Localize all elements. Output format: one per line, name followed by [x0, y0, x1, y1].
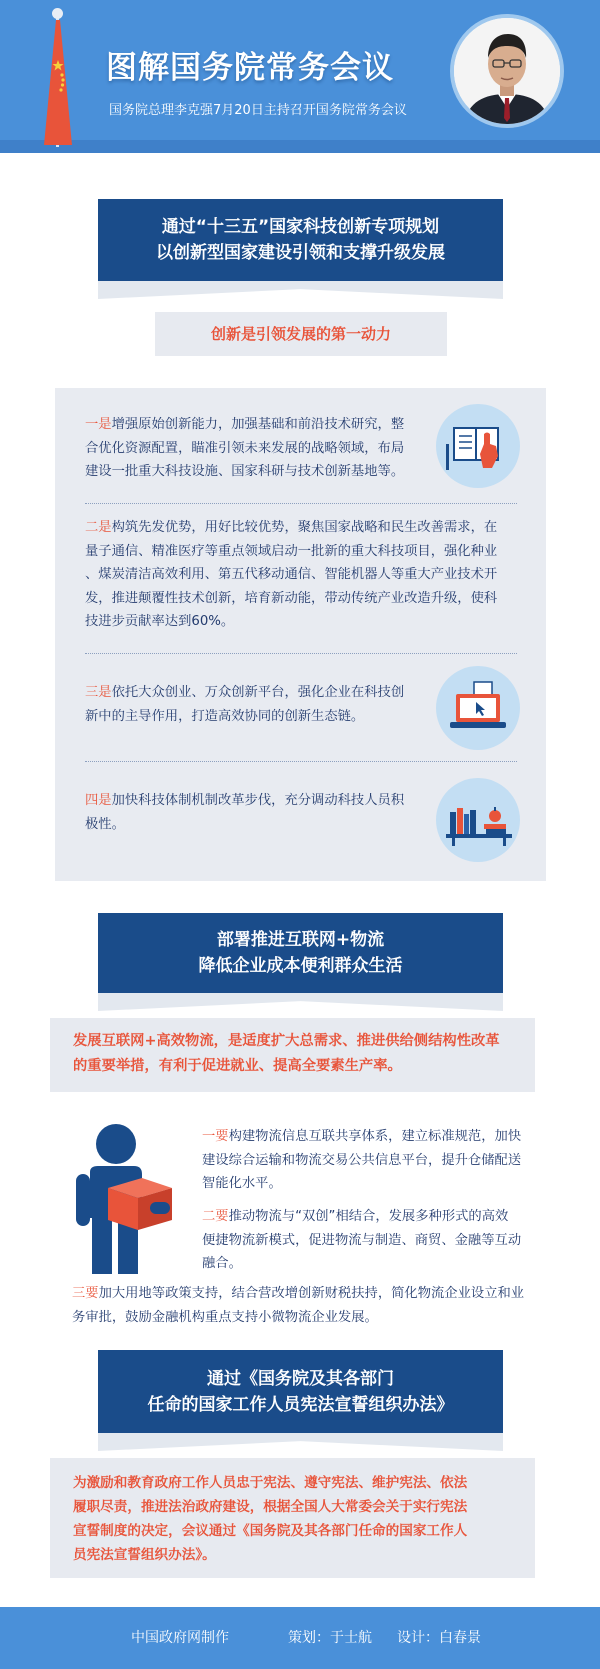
item-ordinal: 二是 — [85, 520, 112, 535]
section3-title-line2: 任命的国家工作人员宪法宣誓组织办法》 — [147, 1395, 454, 1415]
section3-title — [98, 1350, 503, 1433]
section3-title-line1: 通过《国务院及其各部门 — [207, 1369, 394, 1389]
section2-title — [98, 913, 503, 993]
logistics-item-2: 二要推动物流与“双创”相结合，发展多种形式的高效 便捷物流新模式，促进物流与制造、商贸、金融等互动 融合。 — [202, 1209, 522, 1271]
section3-body: 为激励和教育政府工作人员忠于宪法、遵守宪法、维护宪法、依法 履职尽责，推进法治政府建设，根据全国人大常委会关于实行宪法 宣誓制度的决定，会议通过《国务院及其各部门任命的国家工作人 员宪法宣誓组织办法》。 — [50, 1458, 535, 1578]
footer-designer: 设计：白春景 — [397, 1630, 481, 1646]
divider — [85, 503, 517, 504]
header-banner — [0, 0, 600, 153]
innovation-item-3: 三是依托大众创业、万众创新平台，强化企业在科技创 新中的主导作用，打造高效协同的创新生态链。 — [85, 685, 405, 724]
section3-title-ribbon — [98, 1433, 503, 1451]
section1-title-ribbon — [98, 281, 503, 299]
section1-title-line1: 通过“十三五”国家科技创新专项规划 — [161, 217, 440, 237]
section1-subheading: 创新是引领发展的第一动力 — [155, 312, 447, 356]
section1-title — [98, 199, 503, 281]
innovation-item-2: 二是构筑先发优势，用好比较优势，聚焦国家战略和民生改善需求，在 量子通信、精准医疗等重点领域启动一批新的重大科技项目，强化种业 、煤炭清洁高效利用、第五代移动通信、智能机器人等重大产业技术开 发，推进颠覆性技术创新，培育新动能，带动传统产业改造升级，使科 技进步贡献率达到60%。 — [85, 520, 498, 629]
innovation-panel — [55, 388, 546, 881]
logistics-item-1: 一要构建物流信息互联共享体系，建立标准规范，加快 建设综合运输和物流交易公共信息平台，提升仓储配送 智能化水平。 — [202, 1129, 522, 1191]
page-subtitle: 国务院总理李克强7月20日主持召开国务院常务会议 — [109, 103, 407, 118]
section2-highlight: 发展互联网+高效物流，是适度扩大总需求、推进供给侧结构性改革 的重要举措，有利于促进就业、提高全要素生产率。 — [50, 1018, 535, 1092]
bookshelf-icon — [436, 778, 520, 862]
portrait-avatar — [450, 14, 564, 128]
book-icon — [436, 404, 520, 488]
divider — [85, 761, 517, 762]
header-strip — [0, 140, 600, 153]
delivery-person-icon — [72, 1122, 180, 1278]
item-ordinal: 三是 — [85, 685, 112, 700]
section2-title-ribbon — [98, 993, 503, 1011]
footer-planner: 策划：于士航 — [288, 1630, 372, 1646]
divider — [85, 653, 517, 654]
section2-title-line2: 降低企业成本便利群众生活 — [198, 956, 403, 976]
flag-icon — [44, 20, 76, 145]
innovation-item-1: 一是增强原始创新能力，加强基础和前沿技术研究，整 合优化资源配置，瞄准引领未来发展的战略领域，布局 建设一批重大科技设施、国家科研与技术创新基地等。 — [85, 417, 405, 479]
logistics-item-3: 三要加大用地等政策支持，结合营改增创新财税扶持，简化物流企业设立和业 务审批，鼓励金融机构重点支持小微物流企业发展。 — [72, 1286, 525, 1325]
page-title: 图解国务院常务会议 — [106, 50, 394, 86]
laptop-icon — [436, 666, 520, 750]
item-ordinal: 一是 — [85, 417, 112, 432]
section1-title-line2: 以创新型国家建设引领和支撑升级发展 — [156, 243, 445, 263]
item-ordinal: 二要 — [202, 1209, 229, 1224]
item-ordinal: 三要 — [72, 1286, 99, 1301]
item-ordinal: 一要 — [202, 1129, 229, 1144]
footer-producer: 中国政府网制作 — [131, 1630, 229, 1646]
footer — [0, 1607, 600, 1669]
flag-pole-knob — [52, 8, 63, 19]
section2-title-line1: 部署推进互联网+物流 — [216, 930, 385, 950]
innovation-item-4: 四是加快科技体制机制改革步伐，充分调动科技人员积 极性。 — [85, 793, 405, 832]
item-ordinal: 四是 — [85, 793, 112, 808]
